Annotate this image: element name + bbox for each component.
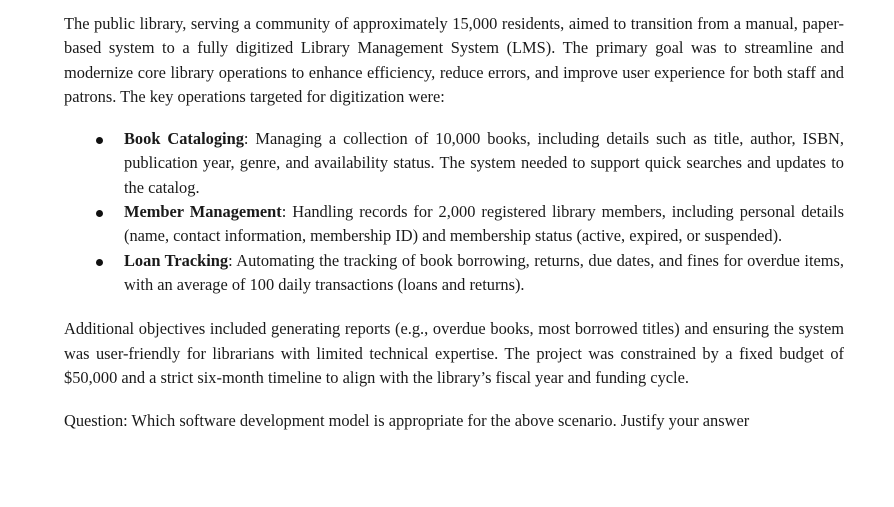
document-body <box>64 12 844 433</box>
question-text: Question: Which software development model is appropriate for the above scenario. Justify your answer <box>64 411 750 431</box>
bullet-icon <box>96 137 103 144</box>
intro-paragraph: The public library, serving a community of approximately 15,000 residents, aimed to transition from a manual, paper-based system to a fully digitized Library Management System (LMS). The primary goal was to streamline and modernize core library operations to enhance efficiency, reduce errors, and improve user experience for both staff and patrons. The key operations targeted for digitization were: <box>64 14 844 106</box>
operations-list <box>64 127 844 297</box>
operation-term: Member Management <box>124 202 282 222</box>
bullet-icon <box>96 259 103 266</box>
list-item-book-cataloging <box>64 127 844 200</box>
list-item-loan-tracking <box>64 249 844 298</box>
list-item-member-management <box>64 200 844 249</box>
operation-description: : Handling records for 2,000 registered library members, including personal details (name, contact information, membership ID) and membership status (active, expired, or suspended). <box>124 202 844 246</box>
objectives-paragraph: Additional objectives included generating reports (e.g., overdue books, most borrowed titles) and ensuring the system was user-friendly for librarians with limited technical expertise. The project was constrained by a fixed budget of $50,000 and a strict six-month timeline to align with the library’s fiscal year and funding cycle. <box>64 319 844 387</box>
operation-term: Book Cataloging <box>124 129 244 149</box>
bullet-icon <box>96 210 103 217</box>
operation-description: : Automating the tracking of book borrowing, returns, due dates, and fines for overdue items, with an average of 100 daily transactions (loans and returns). <box>124 250 844 294</box>
operation-description: : Managing a collection of 10,000 books, including details such as title, author, ISBN, publication year, genre, and availability status. The system needed to support quick searches and updates to the catalog. <box>124 129 844 197</box>
operation-term: Loan Tracking <box>124 250 229 270</box>
